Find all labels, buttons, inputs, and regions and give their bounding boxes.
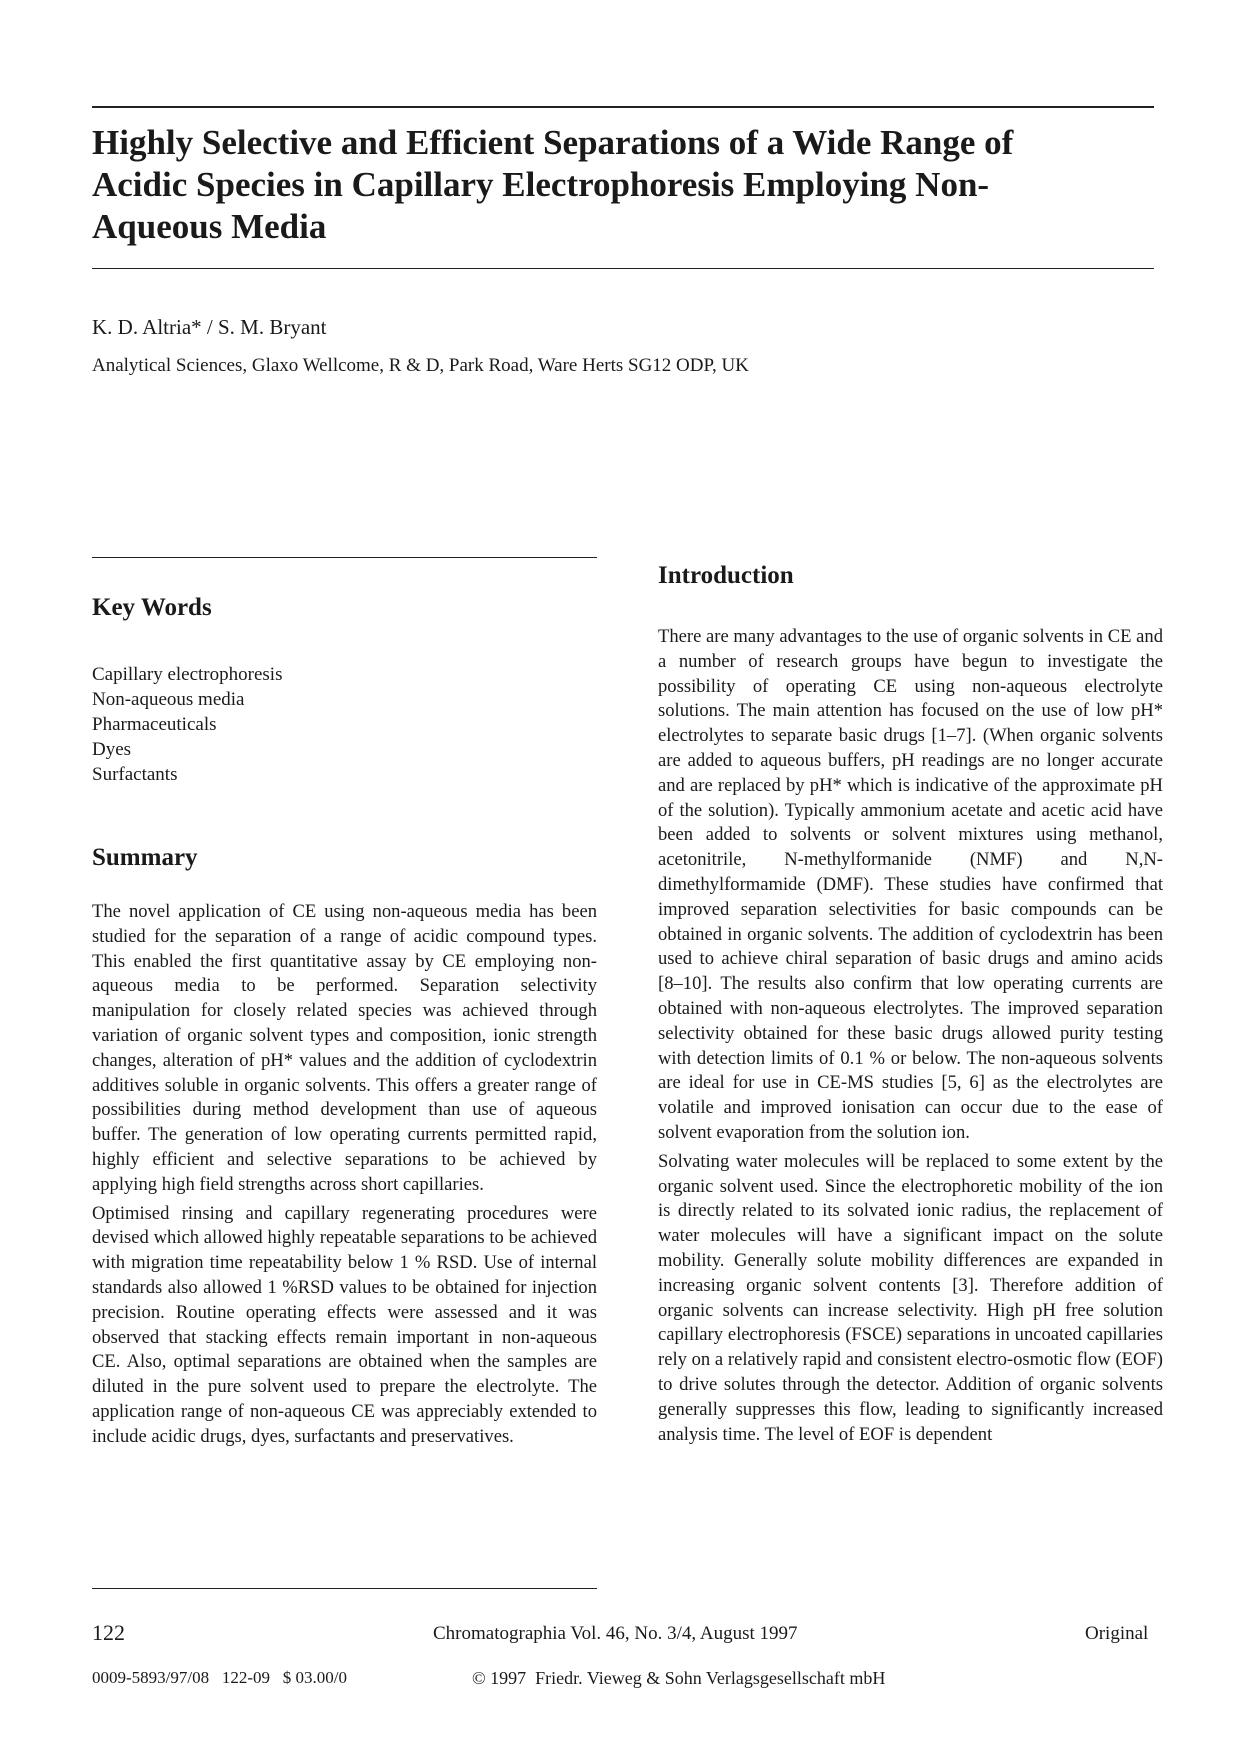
keywords-top-rule [92,557,597,558]
introduction-heading: Introduction [658,562,794,589]
article-type: Original [1085,1623,1149,1644]
keyword-item: Non-aqueous media [92,689,245,710]
page-number: 122 [92,1620,125,1645]
journal-citation: Chromatographia Vol. 46, No. 3/4, August 1997 [433,1623,798,1644]
authors: K. D. Altria* / S. M. Bryant [92,315,327,339]
keyword-item: Surfactants [92,764,178,785]
introduction-body [658,625,1163,1447]
top-rule [92,106,1154,108]
summary-paragraph: The novel application of CE using non-aqueous media has been studied for the separation of a range of acidic compound types. This enabled the first quantitative assay by CE employing non-aqueous media to be performed. Separation selectivity manipulation for closely related species was achieved through variation of organic solvent types and composition, ionic strength changes, alteration of pH* values and the addition of cyclodextrin additives soluble in organic solvents. This offers a greater range of possibilities during method development than use of aqueous buffer. The generation of low operating currents permitted rapid, highly efficient and selective separations to be achieved by applying high field strengths across short capillaries. [92,901,597,1195]
keyword-item: Dyes [92,739,132,760]
introduction-paragraph: There are many advantages to the use of organic solvents in CE and a number of research groups have begun to investigate the possibility of operating CE using non-aqueous electrolyte solutions. The main attention has focused on the use of low pH* electrolytes to separate basic drugs [1–7]. (When organic solvents are added to aqueous buffers, pH readings are no longer accurate and are replaced by pH* which is indicative of the approximate pH of the solution). Typically ammonium acetate and acetic acid have been added to solvents or solvent mixtures using methanol, acetonitrile, N-methylformanide (NMF) and N,N-dimethylformamide (DMF). These studies have confirmed that improved separation selectivities for basic compounds can be obtained in organic solvents. The addition of cyclodextrin has been used to achieve chiral separation of basic drugs and amino acids [8–10]. The results also confirm that low operating currents are obtained with non-aqueous electrolytes. The improved separation selectivity obtained for these basic drugs allowed purity testing with detection limits of 0.1 % or below. The non-aqueous solvents are ideal for use in CE-MS studies [5, 6] as the electrolytes are volatile and improved ionisation can occur due to the ease of solvent evaporation from the solution ion. [658,626,1163,1143]
keyword-item: Pharmaceuticals [92,714,217,735]
copyright-line: © 1997 Friedr. Vieweg & Sohn Verlagsgesellschaft mbH [472,1668,886,1688]
summary-heading: Summary [92,844,198,871]
title-bottom-rule [92,268,1154,269]
keywords-heading: Key Words [92,594,212,621]
introduction-paragraph: Solvating water molecules will be replaced to some extent by the organic solvent used. Since the electrophoretic mobility of the ion is directly related to its solvated ionic radius, the replacement of water molecules will have a significant impact on the solute mobility. Generally solute mobility differences are expanded in increasing organic solvent contents [3]. Therefore addition of organic solvents can increase selectivity. High pH free solution capillary electrophoresis (FSCE) separations in uncoated capillaries rely on a relatively rapid and consistent electro-osmotic flow (EOF) to drive solutes through the detector. Addition of organic solvents generally suppresses this flow, leading to significantly increased analysis time. The level of EOF is dependent [658,1150,1163,1445]
article-title: Highly Selective and Efficient Separations of a Wide Range of Acidic Species in Capillary Electrophoresis Employing Non-Aqueous Media [92,123,1014,246]
issn-code: 0009-5893/97/08 122-09 $ 03.00/0 [92,1668,347,1687]
summary-bottom-rule [92,1588,597,1589]
keyword-item: Capillary electrophoresis [92,664,283,685]
summary-body [92,900,597,1450]
keywords-list [92,662,282,787]
summary-paragraph: Optimised rinsing and capillary regenerating procedures were devised which allowed highly repeatable separations to be achieved with migration time repeatability below 1 % RSD. Use of internal standards also allowed 1 %RSD values to be obtained for injection precision. Routine operating effects were assessed and it was observed that stacking effects remain important in non-aqueous CE. Also, optimal separations are obtained when the samples are diluted in the pure solvent used to prepare the electrolyte. The application range of non-aqueous CE was appreciably extended to include acidic drugs, dyes, surfactants and preservatives. [92,1202,597,1447]
affiliation: Analytical Sciences, Glaxo Wellcome, R & D, Park Road, Ware Herts SG12 ODP, UK [92,355,749,376]
